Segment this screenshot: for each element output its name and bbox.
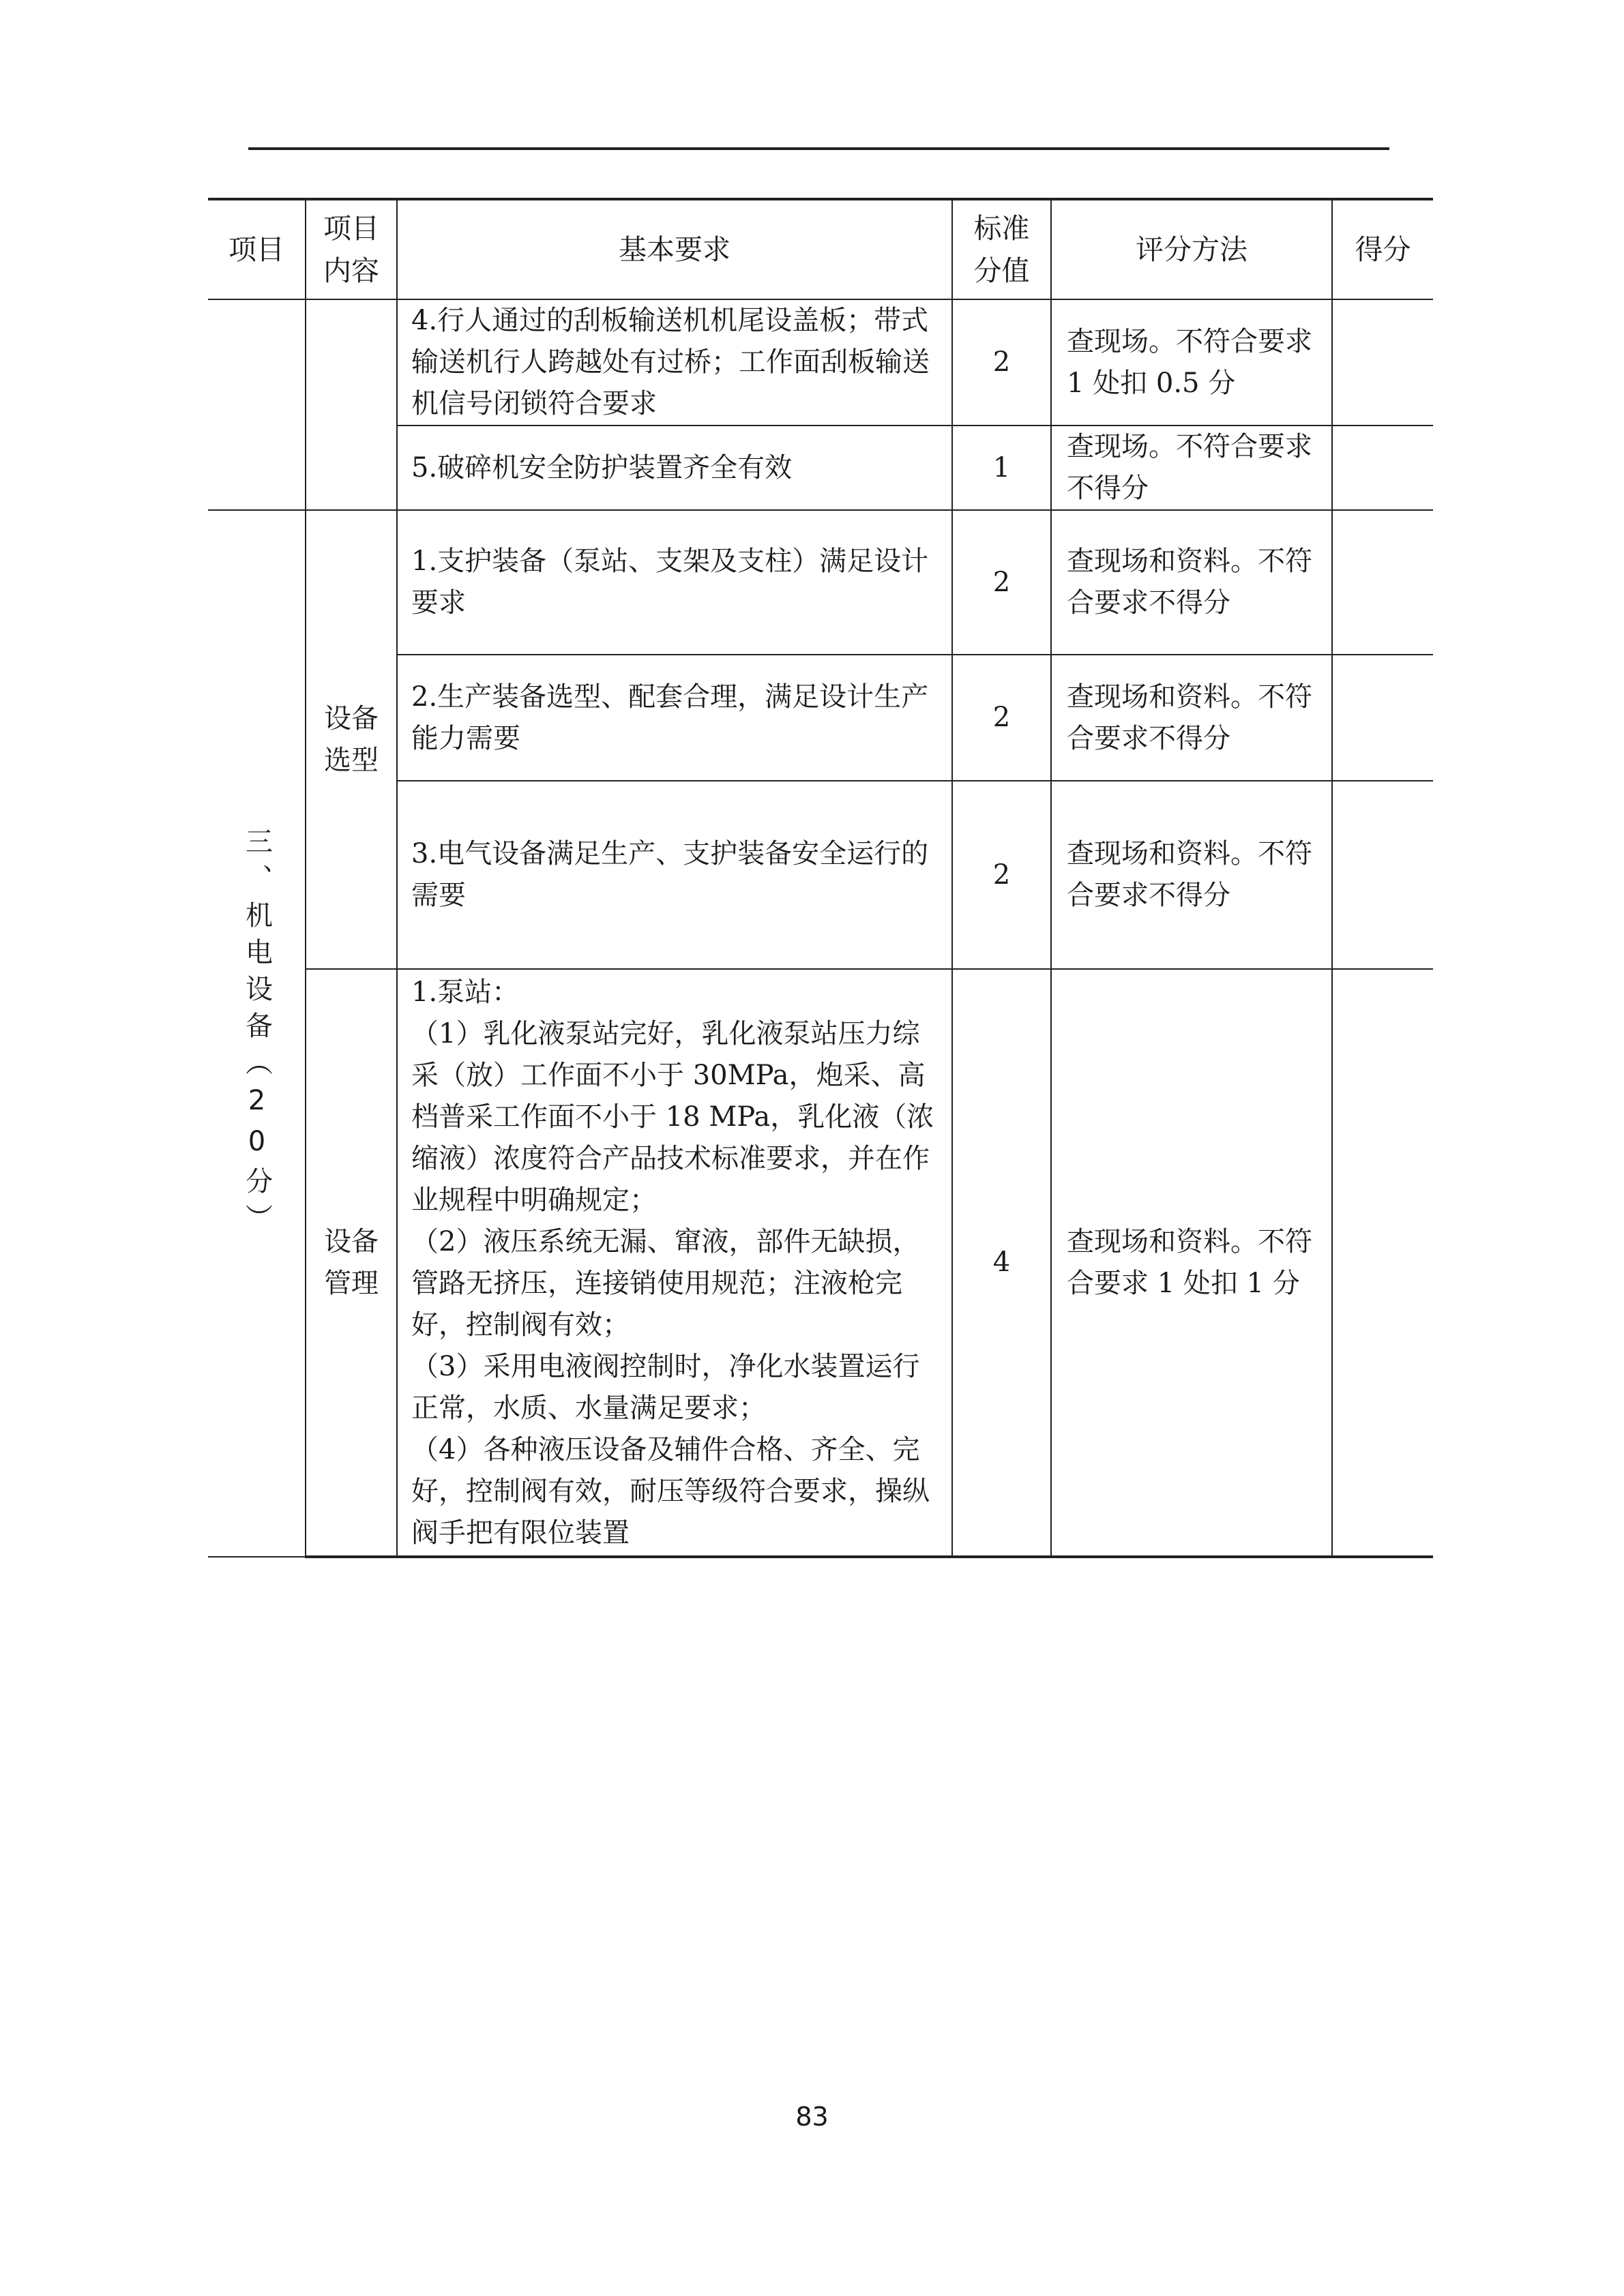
method-cell: 查现场和资料。不符合要求不得分 [1051,655,1332,781]
method-cell: 查现场。不符合要求1 处扣 0.5 分 [1051,299,1332,426]
method-cell: 查现场和资料。不符合要求 1 处扣 1 分 [1051,969,1332,1557]
header-standard-score: 标准 分值 [952,199,1051,299]
requirement-cell: 1.支护装备（泵站、支架及支柱）满足设计要求 [397,510,952,655]
score-cell [1332,299,1433,426]
requirement-cell [397,969,952,1557]
header-item: 项目 [208,199,306,299]
requirement-line: （4）各种液压设备及辅件合格、齐全、完好，控制阀有效，耐压等级符合要求，操纵阀手把有限位装置 [411,1433,930,1549]
standard-score-cell: 1 [952,426,1051,510]
standard-score-cell: 2 [952,781,1051,969]
page-number: 83 [795,2102,829,2132]
standard-score-cell: 2 [952,510,1051,655]
content-selection-cell: 设备 选型 [306,510,397,969]
requirement-cell: 3.电气设备满足生产、支护装备安全运行的需要 [397,781,952,969]
method-cell: 查现场和资料。不符合要求不得分 [1051,781,1332,969]
requirement-cell: 2.生产装备选型、配套合理，满足设计生产能力需要 [397,655,952,781]
score-cell [1332,426,1433,510]
table-header-row [208,199,1433,299]
table-row [208,510,1433,655]
requirement-line: 1.泵站： [411,976,520,1008]
header-content: 项目 内容 [306,199,397,299]
standard-score-cell: 2 [952,655,1051,781]
score-cell [1332,969,1433,1557]
requirement-cell: 5.破碎机安全防护装置齐全有效 [397,426,952,510]
content-management-cell: 设备 管理 [306,969,397,1557]
section-item-cell [208,510,306,1557]
content-cell-empty [306,299,397,510]
requirement-cell: 4.行人通过的刮板输送机机尾设盖板；带式输送机行人跨越处有过桥；工作面刮板输送机信号闭锁符合要求 [397,299,952,426]
score-cell [1332,510,1433,655]
standard-score-cell: 4 [952,969,1051,1557]
header-method: 评分方法 [1051,199,1332,299]
item-cell-empty [208,299,306,510]
score-cell [1332,781,1433,969]
method-cell: 查现场。不符合要求不得分 [1051,426,1332,510]
requirement-line: （2）液压系统无漏、窜液，部件无缺损，管路无挤压，连接销使用规范；注液枪完好，控制阀有效； [411,1225,920,1341]
header-requirement: 基本要求 [397,199,952,299]
requirement-line: （3）采用电液阀控制时，净化水装置运行正常，水质、水量满足要求； [411,1350,920,1424]
header-score: 得分 [1332,199,1433,299]
section-item-label: 三、机电设备（20分） [241,826,273,1240]
table-row [208,299,1433,426]
method-cell: 查现场和资料。不符合要求不得分 [1051,510,1332,655]
score-cell [1332,655,1433,781]
scoring-table [208,198,1433,1558]
table-row [208,969,1433,1557]
requirement-line: （1）乳化液泵站完好，乳化液泵站压力综采（放）工作面不小于 30MPa，炮采、高档普采工作面不小于 18 MPa，乳化液（浓缩液）浓度符合产品技术标准要求，并在作业规程中明确规定； [411,1017,934,1216]
header-rule [248,147,1389,150]
standard-score-cell: 2 [952,299,1051,426]
